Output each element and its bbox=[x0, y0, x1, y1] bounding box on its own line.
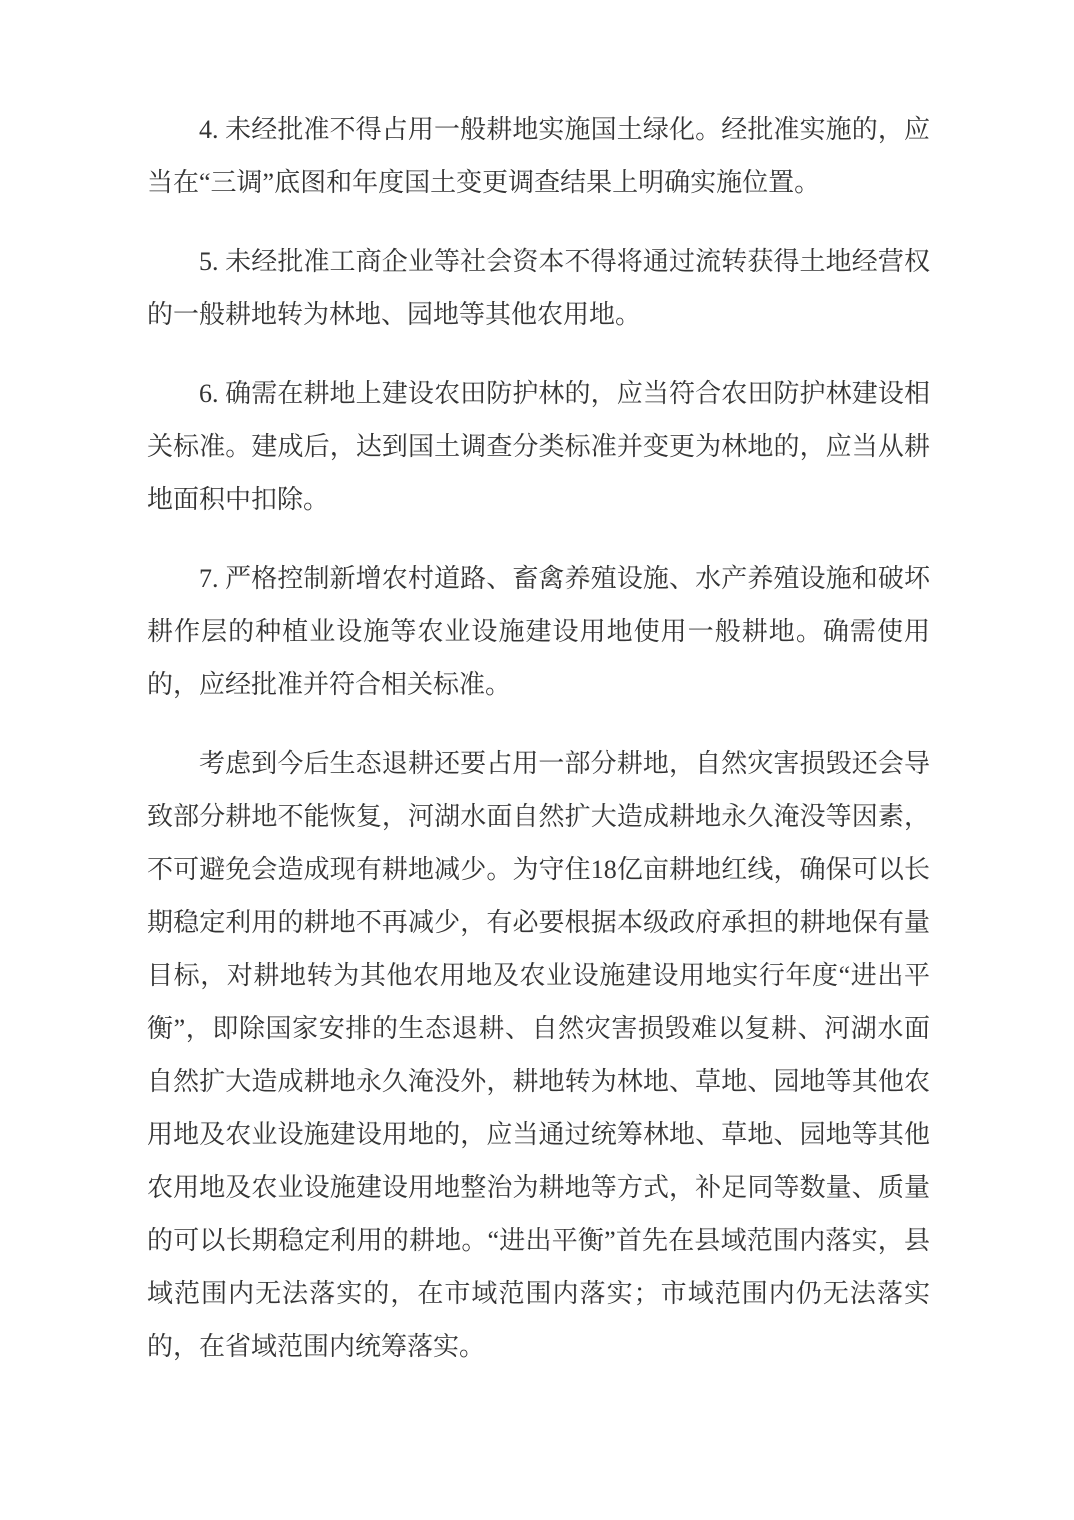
paragraph-item-7: 7. 严格控制新增农村道路、畜禽养殖设施、水产养殖设施和破坏耕作层的种植业设施等农业设施建设用地使用一般耕地。确需使用的，应经批准并符合相关标准。 bbox=[147, 564, 930, 699]
paragraph-item-5: 5. 未经批准工商企业等社会资本不得将通过流转获得土地经营权的一般耕地转为林地、园地等其他农用地。 bbox=[147, 247, 930, 329]
paragraph-item-6: 6. 确需在耕地上建设农田防护林的，应当符合农田防护林建设相关标准。建成后，达到国土调查分类标准并变更为林地的，应当从耕地面积中扣除。 bbox=[147, 379, 930, 514]
paragraph-closing: 考虑到今后生态退耕还要占用一部分耕地，自然灾害损毁还会导致部分耕地不能恢复，河湖水面自然扩大造成耕地永久淹没等因素，不可避免会造成现有耕地减少。为守住18亿亩耕地红线，确保可以长期稳定利用的耕地不再减少，有必要根据本级政府承担的耕地保有量目标，对耕地转为其他农用地及农业设施建设用地实行年度“进出平衡”，即除国家安排的生态退耕、自然灾害损毁难以复耕、河湖水面自然扩大造成耕地永久淹没外，耕地转为林地、草地、园地等其他农用地及农业设施建设用地的，应当通过统筹林地、草地、园地等其他农用地及农业设施建设用地整治为耕地等方式，补足同等数量、质量的可以长期稳定利用的耕地。“进出平衡”首先在县域范围内落实，县域范围内无法落实的，在市域范围内落实；市域范围内仍无法落实的，在省域范围内统筹落实。 bbox=[147, 749, 930, 1361]
paragraph-item-4: 4. 未经批准不得占用一般耕地实施国土绿化。经批准实施的，应当在“三调”底图和年度国土变更调查结果上明确实施位置。 bbox=[147, 115, 930, 197]
